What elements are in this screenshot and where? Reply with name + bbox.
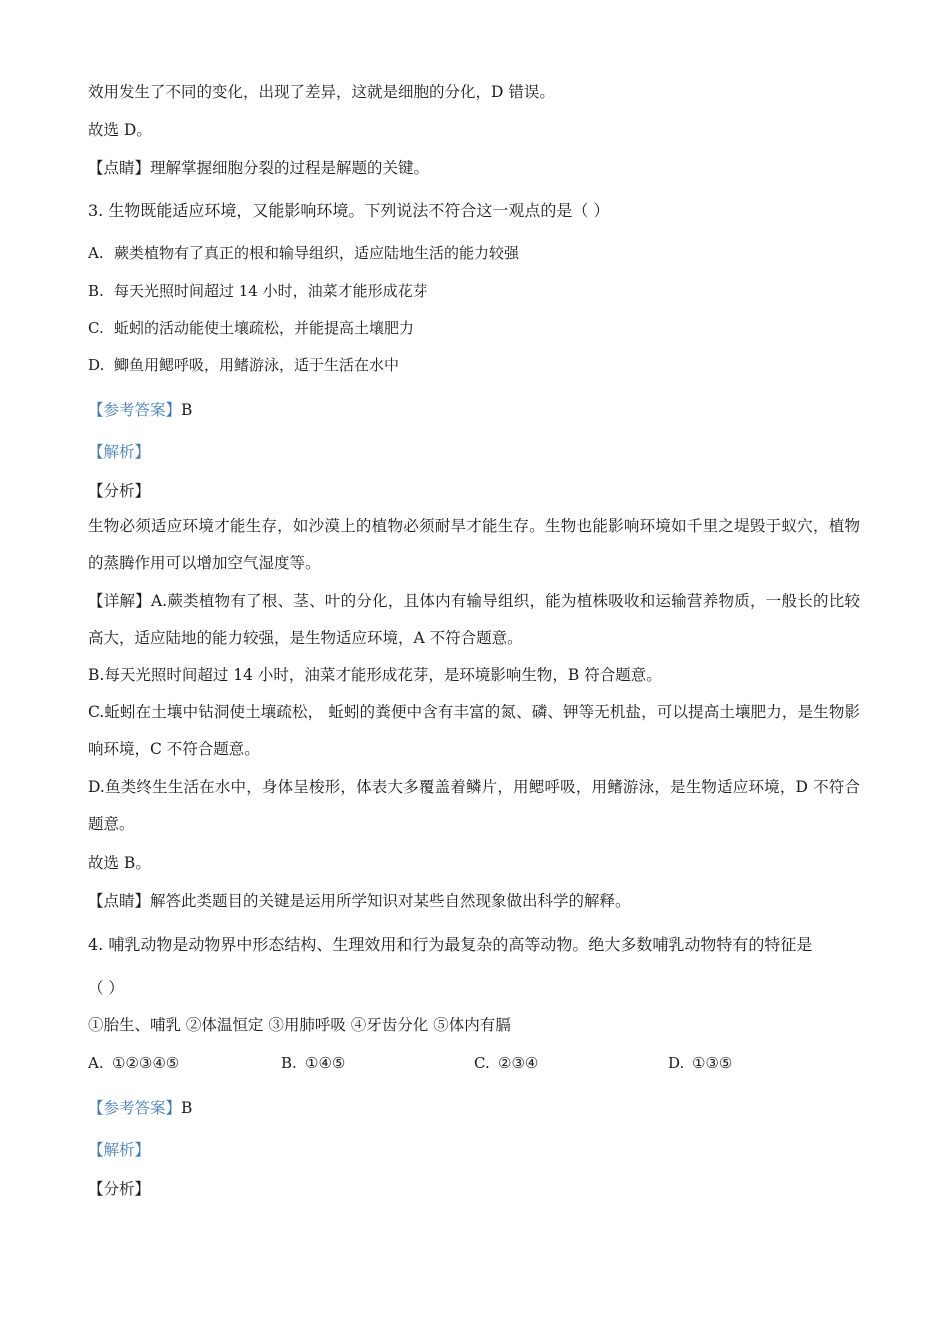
- answer-line: 【参考答案】B: [88, 401, 193, 419]
- option-d: D. ①③⑤: [668, 1054, 733, 1072]
- question-stem: 3. 生物既能适应环境，又能影响环境。下列说法不符合这一观点的是（ ）: [88, 201, 610, 220]
- detail-paragraph-c: C.蚯蚓在土壤中钻洞使土壤疏松， 蚯蚓的粪便中含有丰富的氮、磷、钾等无机盐，可以提高土壤肥力，是生物影响环境，C 不符合题意。: [88, 703, 860, 758]
- question-paren: （ ）: [88, 979, 124, 997]
- detail-paragraph-a: 【详解】A.蕨类植物有了根、茎、叶的分化，且体内有输导组织，能为植株吸收和运输营养物质，一般长的比较高大，适应陆地的能力较强，是生物适应环境，A 不符合题意。: [88, 592, 860, 647]
- detail-paragraph-d: D.鱼类终生生活在水中，身体呈梭形，体表大多覆盖着鳞片，用鳃呼吸，用鳍游泳，是生物适应环境，D 不符合题意。: [88, 778, 860, 833]
- detail-paragraph-b: B.每天光照时间超过 14 小时，油菜才能形成花芽，是环境影响生物，B 符合题意。: [88, 666, 662, 684]
- option-c: C. ②③④: [474, 1054, 539, 1072]
- feature-list: ①胎生、哺乳 ②体温恒定 ③用肺呼吸 ④牙齿分化 ⑤体内有膈: [88, 1016, 511, 1034]
- paragraph-line: 故选 D。: [88, 121, 152, 139]
- option-b: B. ①④⑤: [281, 1054, 346, 1072]
- conclusion-line: 故选 B。: [88, 854, 151, 872]
- tip-line: 【点睛】解答此类题目的关键是运用所学知识对某些自然现象做出科学的解释。: [88, 892, 631, 910]
- question-stem: 4. 哺乳动物是动物界中形态结构、生理效用和行为最复杂的高等动物。绝大多数哺乳动物特有的特征是: [88, 935, 813, 954]
- option-a: A. 蕨类植物有了真正的根和输导组织，适应陆地生活的能力较强: [88, 244, 520, 262]
- option-a: A. ①②③④⑤: [88, 1054, 180, 1072]
- jiexi-label: 【解析】: [88, 1141, 151, 1159]
- jiexi-label: 【解析】: [88, 443, 151, 461]
- fenxi-label: 【分析】: [88, 1180, 151, 1198]
- analysis-paragraph: 生物必须适应环境才能生存，如沙漠上的植物必须耐旱才能生存。生物也能影响环境如千里之堤毁于蚁穴，植物的蒸腾作用可以增加空气湿度等。: [88, 517, 860, 572]
- option-d: D. 鲫鱼用鳃呼吸，用鳍游泳，适于生活在水中: [88, 356, 400, 374]
- answer-line: 【参考答案】B: [88, 1099, 193, 1117]
- option-b: B. 每天光照时间超过 14 小时，油菜才能形成花芽: [88, 282, 428, 300]
- paragraph-line: 效用发生了不同的变化，出现了差异，这就是细胞的分化，D 错误。: [88, 83, 555, 101]
- fenxi-label: 【分析】: [88, 482, 151, 500]
- option-c: C. 蚯蚓的活动能使土壤疏松，并能提高土壤肥力: [88, 319, 415, 337]
- tip-line: 【点睛】理解掌握细胞分裂的过程是解题的关键。: [88, 159, 430, 177]
